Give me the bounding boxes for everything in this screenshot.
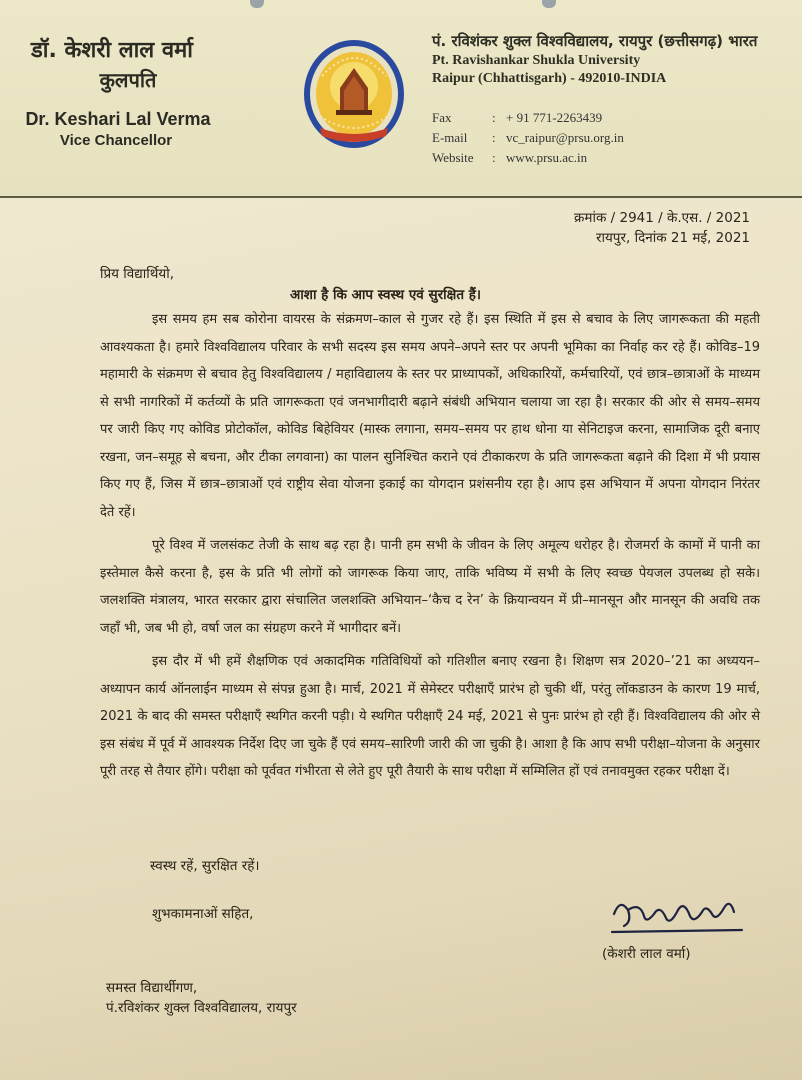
- vc-details: [18, 36, 238, 152]
- separator: :: [492, 130, 496, 145]
- letter-body: [100, 306, 760, 786]
- regards: शुभकामनाओं सहित,: [152, 906, 254, 922]
- recipient-line-2: पं.रविशंकर शुक्ल विश्वविद्यालय, रायपुर: [106, 1000, 297, 1016]
- vc-name-english: Dr. Keshari Lal Verma: [25, 109, 211, 129]
- letter-headline: आशा है कि आप स्वस्थ एवं सुरक्षित हैं।: [290, 287, 482, 303]
- letterhead: [0, 0, 802, 198]
- email-value[interactable]: vc_raipur@prsu.org.in: [506, 130, 624, 145]
- fax-value: + 91 771-2263439: [506, 110, 603, 125]
- contact-website: [432, 148, 792, 168]
- email-label: E-mail: [432, 130, 468, 145]
- paragraph-exams: इस दौर में भी हमें शैक्षणिक एवं अकादमिक गतिविधियों को गतिशील बनाए रखना है। शिक्षण सत्र 2020–’21 का अध्ययन–अध्यापन कार्य ऑनलाईन माध्यम से संपन्न हुआ है। मार्च, 2021 में सेमेस्टर परीक्षाएँ प्रारंभ हो चुकी थीं, परंतु लॉकडाउन के कारण 19 मार्च, 2021 के बाद की समस्त परीक्षाएँ स्थगित करनी पड़ी। ये स्थगित परीक्षाएँ 24 मई, 2021 से पुनः प्रारंभ हो रही हैं। विश्वविद्यालय की ओर से इस संबंध में पूर्व में आवश्यक निर्देश दिए जा चुके हैं एवं समय–सारिणी जारी की जा चुकी है। आशा है कि आप सभी परीक्षा–योजना के अनुसार पूरी तरह से तैयार होंगे। परीक्षा को पूर्ववत गंभीरता से लेते हुए पूरी तैयारी के साथ परीक्षा में सम्मिलित हों एवं तनावमुक्त रहकर परीक्षा दें।: [100, 654, 760, 779]
- university-name-english: Pt. Ravishankar Shukla University: [432, 53, 641, 68]
- contact-email: [432, 128, 792, 148]
- handwritten-signature: [606, 892, 746, 940]
- separator: :: [492, 110, 496, 125]
- binder-clip-icon: [250, 0, 264, 8]
- vc-name-hindi: डॉ. केशरी लाल वर्मा: [31, 38, 193, 63]
- contact-list: [432, 108, 792, 168]
- separator: :: [492, 150, 496, 165]
- vc-title-hindi: कुलपति: [99, 68, 157, 92]
- contact-fax: [432, 108, 792, 128]
- letter-reference-block: [574, 208, 750, 248]
- recipient-block: [106, 978, 297, 1018]
- reference-number: क्रमांक / 2941 / के.एस. / 2021: [574, 210, 750, 226]
- university-seal-icon: [300, 36, 408, 154]
- letter-date: रायपुर, दिनांक 21 मई, 2021: [595, 230, 750, 246]
- university-name-hindi: पं. रविशंकर शुक्ल विश्वविद्यालय, रायपुर (छत्तीसगढ़) भारत: [432, 32, 758, 50]
- signer-name: (केशरी लाल वर्मा): [602, 946, 691, 962]
- university-details: [432, 30, 792, 168]
- vc-title-english: Vice Chancellor: [59, 132, 173, 149]
- paragraph-covid: इस समय हम सब कोरोना वायरस के संक्रमण–काल से गुजर रहे हैं। इस स्थिति में इस से बचाव के लिए जागरूकता की महती आवश्यकता है। हमारे विश्वविद्यालय परिवार के सभी सदस्य इस समय अपने–अपने स्तर पर अपनी भूमिका का निर्वाह कर रहे हैं। कोविड–19 महामारी के संक्रमण से बचाव हेतु विश्वविद्यालय / महाविद्यालय के स्तर पर प्राध्यापकों, अधिकारियों, कर्मचारियों, एवं छात्र–छात्राओं के माध्यम से सभी नागरिकों में कर्तव्यों के प्रति जागरूकता एवं जनभागीदारी बढ़ाने संबंधी अभियान चलाया जा रहा है। सरकार की ओर से समय–समय पर जारी किए गए कोविड प्रोटोकॉल, कोविड बिहेवियर (मास्क लगाना, समय–समय पर हाथ धोना या सेनिटाइज करना, सामाजिक दूरी बनाए रखना, जन–समूह से बचना, और टीका लगवाना) का पालन सुनिश्चित कराने एवं टीकाकरण के प्रति जागरूकता बढ़ाने की दिशा में भी प्रयास किए गए हैं, जिस में छात्र–छात्राओं एवं राष्ट्रीय सेवा योजना इकाई का योगदान प्रशंसनीय रहा है। आप इस अभियान में अपना योगदान निरंतर देते रहें।: [100, 312, 760, 520]
- binder-clip-icon: [542, 0, 556, 8]
- closing-wish: स्वस्थ रहें, सुरक्षित रहें।: [150, 858, 260, 874]
- salutation: प्रिय विद्यार्थियो,: [100, 266, 175, 282]
- fax-label: Fax: [432, 110, 452, 125]
- recipient-line-1: समस्त विद्यार्थीगण,: [106, 980, 198, 996]
- website-label: Website: [432, 150, 474, 165]
- university-address: Raipur (Chhattisgarh) - 492010-INDIA: [432, 71, 667, 86]
- website-value[interactable]: www.prsu.ac.in: [506, 150, 588, 165]
- paragraph-water: पूरे विश्व में जलसंकट तेजी के साथ बढ़ रहा है। पानी हम सभी के जीवन के लिए अमूल्य धरोहर है। रोजमर्रा के कामों में पानी का इस्तेमाल कैसे करना है, इस के प्रति भी लोगों को जागरूक किया जाए, ताकि भविष्य में सभी के लिए स्वच्छ पेयजल उपलब्ध हो सके। जलशक्ति मंत्रालय, भारत सरकार द्वारा संचालित जलशक्ति अभियान–‘कैच द रेन’ के क्रियान्वयन में प्री–मानसून और मानसून की अवधि तक जहाँ भी, जब भी हो, वर्षा जल का संग्रहण करने में भागीदार बनें।: [100, 538, 760, 636]
